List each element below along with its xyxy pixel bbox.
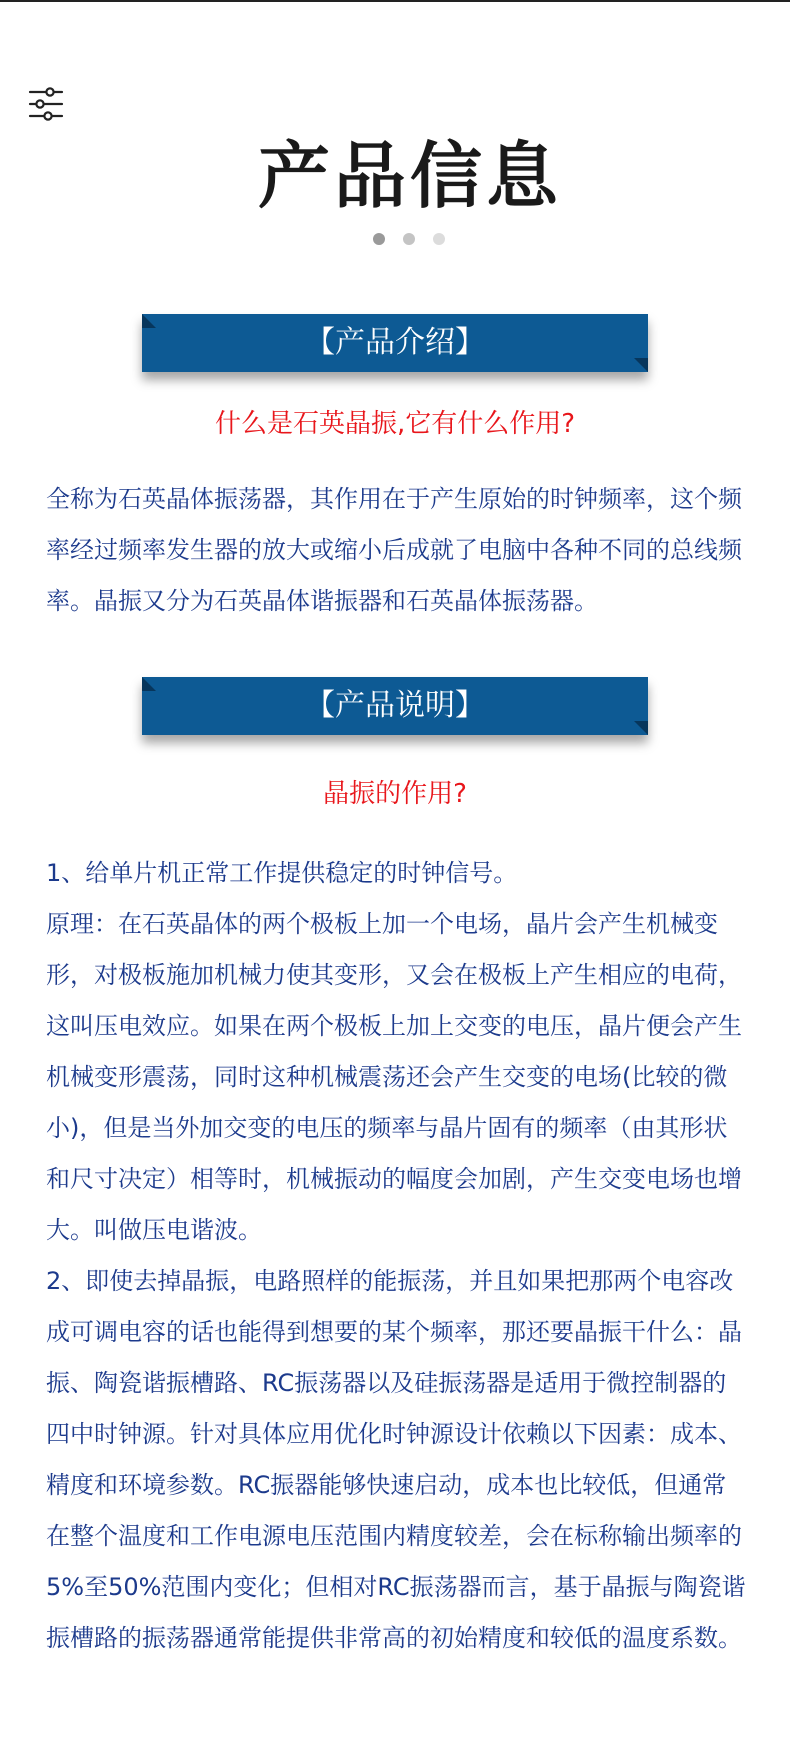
banner-label: 【产品说明】 [305, 688, 485, 723]
carousel-dot[interactable] [403, 233, 415, 245]
section-body [46, 474, 750, 627]
section-question: 什么是石英晶振,它有什么作用? [214, 409, 576, 439]
paragraph: 2、即使去掉晶振，电路照样的能振荡，并且如果把那两个电容改成可调电容的话也能得到想要的某个频率，那还要晶振干什么：晶振、陶瓷谐振槽路、RC振荡器以及硅振荡器是适用于微控制器的四中时钟源。针对具体应用优化时钟源设计依赖以下因素：成本、精度和环境参数。RC振器能够快速启动，成本也比较低，但通常在整个温度和工作电源电压范围内精度较差，会在标称输出频率的5%至50%范围内变化；但相对RC振荡器而言，基于晶振与陶瓷谐振槽路的振荡器通常能提供非常高的初始精度和较低的温度系数。 [46, 1267, 746, 1652]
page-title: 产品信息 [257, 134, 562, 218]
sliders-icon[interactable] [28, 86, 64, 122]
top-divider [0, 0, 790, 2]
section-body [46, 848, 750, 1664]
paragraph: 原理：在石英晶体的两个极板上加一个电场，晶片会产生机械变形，对极板施加机械力使其变形，又会在极板上产生相应的电荷，这叫压电效应。如果在两个极板上加上交变的电压，晶片便会产生机械变形震荡，同时这种机械震荡还会产生交变的电场(比较的微小)，但是当外加交变的电压的频率与晶片固有的频率（由其形状和尺寸决定）相等时，机械振动的幅度会加剧，产生交变电场也增大。叫做压电谐波。 [46, 910, 742, 1244]
carousel-dot[interactable] [433, 233, 445, 245]
paragraph: 全称为石英晶体振荡器，其作用在于产生原始的时钟频率，这个频率经过频率发生器的放大或缩小后成就了电脑中各种不同的总线频率。晶振又分为石英晶体谐振器和石英晶体振荡器。 [46, 485, 742, 615]
banner-label: 【产品介绍】 [305, 325, 485, 360]
carousel-indicator [0, 233, 790, 245]
paragraph: 1、给单片机正常工作提供稳定的时钟信号。 [46, 859, 518, 887]
section-banner-intro [142, 314, 648, 372]
section-banner-description [142, 677, 648, 735]
carousel-dot[interactable] [373, 233, 385, 245]
section-question: 晶振的作用? [323, 779, 467, 809]
